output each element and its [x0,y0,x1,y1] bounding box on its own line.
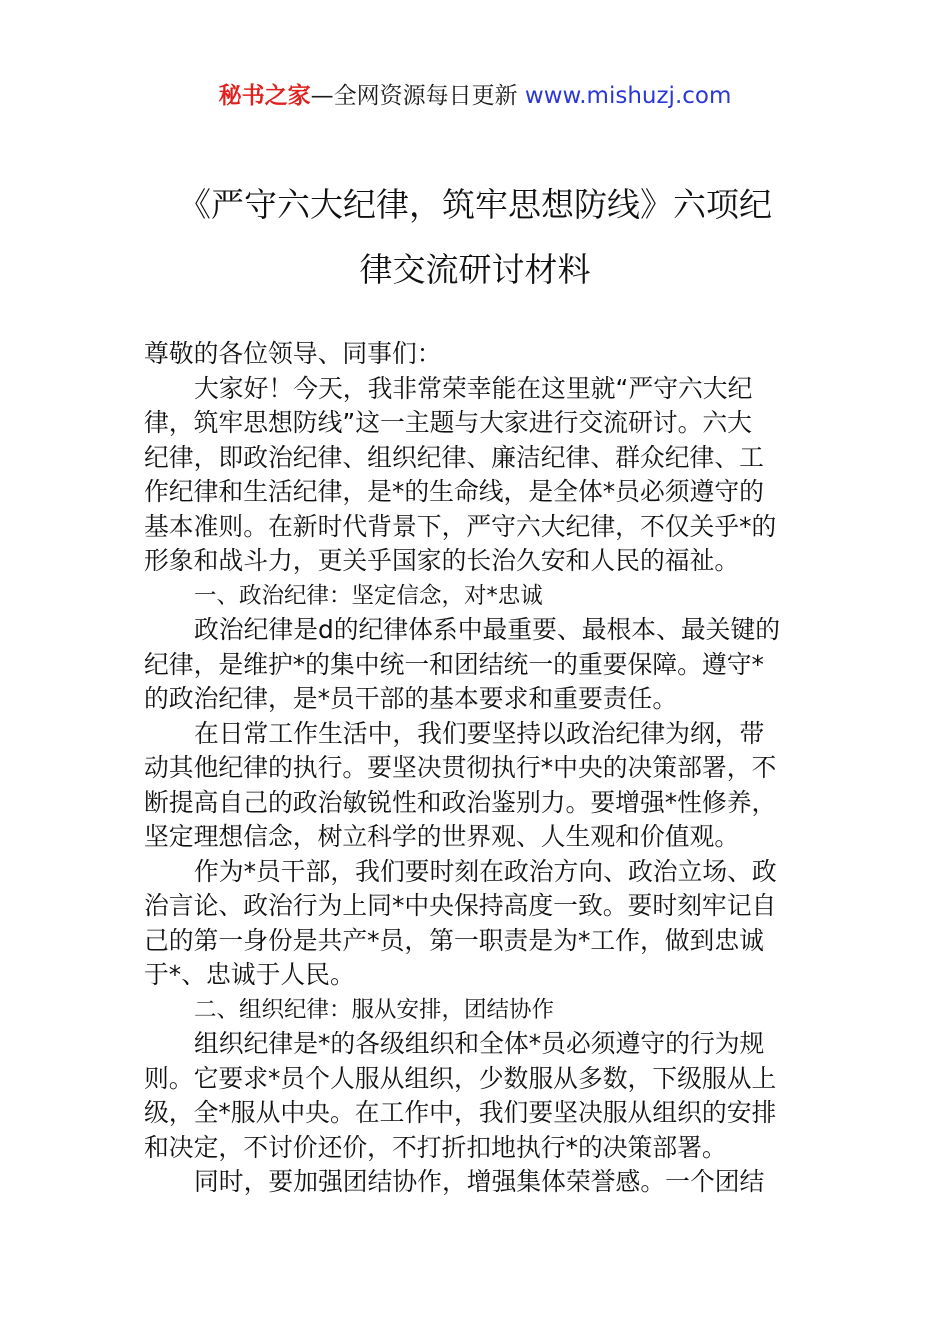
body-line: 大家好！今天，我非常荣幸能在这里就“严守六大纪 [194,373,753,403]
body-line: 己的第一身份是共产*员，第一职责是为*工作，做到忠诚 [144,925,764,955]
body-line: 和决定，不讨价还价，不打折扣地执行*的决策部署。 [144,1132,727,1162]
body-line: 组织纪律是*的各级组织和全体*员必须遵守的行为规 [194,1029,765,1058]
body-line: 动其他纪律的执行。要坚决贯彻执行*中央的决策部署，不 [144,753,777,782]
body-line: 则。它要求*员个人服从组织，少数服从多数，下级服从上 [144,1063,777,1093]
body-line: 作为*员干部，我们要时刻在政治方向、政治立场、政 [194,856,777,886]
body-line: 的政治纪律，是*员干部的基本要求和重要责任。 [144,684,678,713]
body-line: 治言论、政治行为上同*中央保持高度一致。要时刻牢记自 [144,891,777,920]
body-line: 在日常工作生活中，我们要坚持以政治纪律为纲，带 [194,718,765,748]
body-line: 纪律，即政治纪律、组织纪律、廉洁纪律、群众纪律、工 [144,442,764,472]
body-line: 作纪律和生活纪律，是*的生命线，是全体*员必须遵守的 [144,477,764,506]
brand-name: 秘书之家 [218,83,311,109]
body-line: 断提高自己的政治敏锐性和政治鉴别力。要增强*性修养， [144,787,777,817]
body-line: 坚定理想信念，树立科学的世界观、人生观和价值观。 [144,822,740,851]
body-line: 形象和战斗力，更关乎国家的长治久安和人民的福祉。 [144,546,740,575]
site-header [0,80,950,112]
salutation: 尊敬的各位领导、同事们： [144,339,442,368]
document-body [144,337,810,1200]
body-line: 级，全*服从中央。在工作中，我们要坚决服从组织的安排 [144,1098,777,1127]
body-line: 于*、忠诚于人民。 [144,960,355,989]
title-line-2: 律交流研讨材料 [359,250,591,289]
body-line: 纪律，是维护*的集中统一和团结统一的重要保障。遵守* [144,649,764,679]
document-title [140,172,810,302]
body-line: 基本准则。在新时代背景下，严守六大纪律，不仅关乎*的 [144,511,777,541]
body-line: 政治纪律是d的纪律体系中最重要、最根本、最关键的 [194,615,781,644]
title-line-1: 《严守六大纪律，筑牢思想防线》六项纪 [178,185,772,224]
body-line: 律，筑牢思想防线”这一主题与大家进行交流研讨。六大 [144,408,752,437]
section-heading: 二、组织纪律：服从安排，团结协作 [194,996,555,1023]
section-heading: 一、政治纪律：坚定信念，对*忠诚 [194,582,543,609]
header-tagline: —全网资源每日更新 [310,83,518,109]
body-line: 同时，要加强团结协作，增强集体荣誉感。一个团结 [194,1167,765,1196]
site-url-link[interactable]: www.mishuzj.com [524,83,732,109]
